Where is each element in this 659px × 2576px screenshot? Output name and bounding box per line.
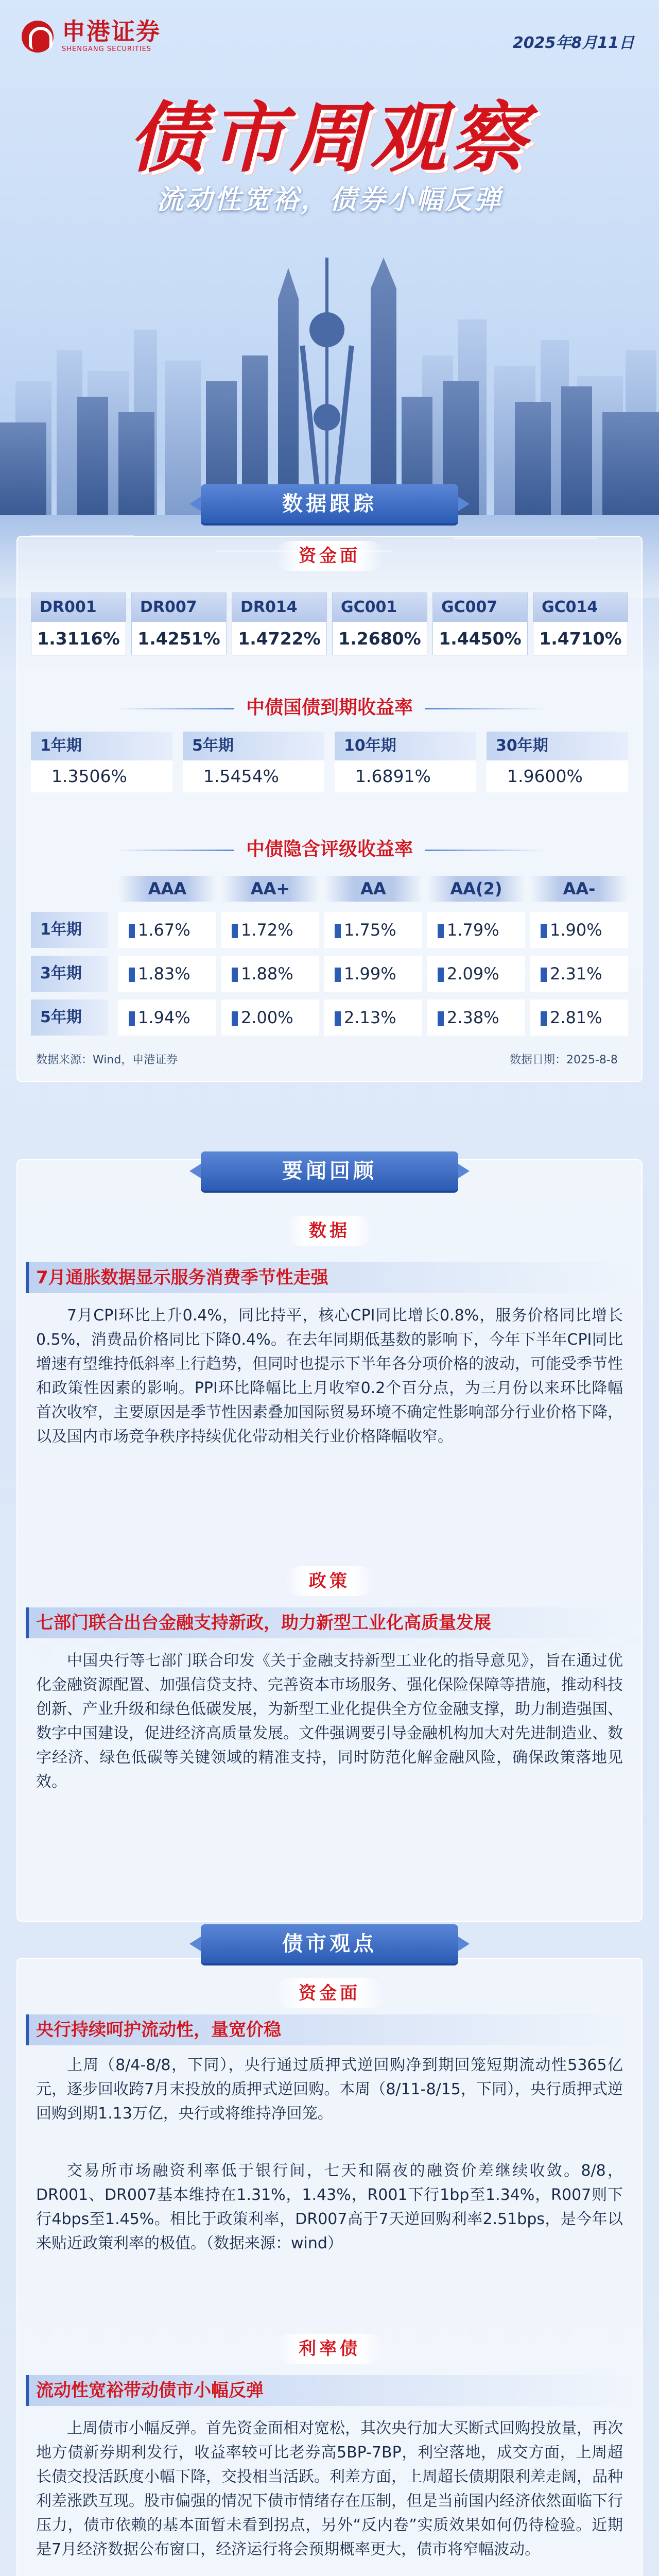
gov-yield-heading: 中债国债到期收益率 <box>0 693 659 719</box>
view-funding-heading-label: 资金面 <box>275 1978 384 2008</box>
yield-value: 1.3506% <box>31 760 172 792</box>
yield-term: 10年期 <box>335 732 476 760</box>
news-policy-tag: 七部门联合出台金融支持新政，助力新型工业化高质量发展 <box>26 1607 633 1638</box>
matrix-cell <box>530 999 628 1036</box>
matrix-cell-value: 1.94% <box>138 1008 190 1027</box>
yield-card <box>335 732 476 794</box>
yield-term: 1年期 <box>31 732 172 760</box>
view-rate-paragraph-1: 上周债市小幅反弹。首先资金面相对宽松，其次央行加大买断式回购投放量，再次地方债新券期利发行，收益率较可比老券高5BP-7BP，利空落地，成交方面，上周超长债交投活跃度小幅下降，交投相当活跃。利差方面，上周超长债期限利差走阔，品种利差涨跌互现。股市偏强的情况下债市情绪存在压制，但是当前国内经济依然面临下行压力，债市依赖的基本面暂未看到拐点，另外“反内卷”实质效果如何仍待检验。近期是7月经济数据公布窗口，经济运行将会预期概率更大，债市将窄幅波动。 <box>36 2419 623 2558</box>
matrix-cell-value: 1.79% <box>447 920 499 940</box>
matrix-col-header: AA <box>324 876 422 902</box>
logo-text-cn: 申港证券 <box>62 18 161 45</box>
matrix-cell-value: 1.72% <box>241 920 293 940</box>
value-marker-icon <box>335 924 341 938</box>
view-rate-heading-label: 利率债 <box>275 2334 384 2364</box>
value-marker-icon <box>438 1011 444 1026</box>
matrix-col-header: AA(2) <box>427 876 525 902</box>
matrix-cell <box>427 912 525 948</box>
rate-name: DR001 <box>31 593 126 622</box>
value-marker-icon <box>438 924 444 938</box>
rate-value: 1.4722% <box>238 629 321 649</box>
rate-name: GC014 <box>533 593 628 622</box>
rate-value: 1.4710% <box>539 629 622 649</box>
value-marker-icon <box>438 968 444 982</box>
matrix-cell-value: 1.88% <box>241 964 293 984</box>
rate-value: 1.2680% <box>338 629 421 649</box>
news-data-heading <box>0 1216 659 1246</box>
rate-value: 1.4251% <box>137 629 220 649</box>
matrix-cell <box>530 912 628 948</box>
matrix-cell-value: 1.90% <box>550 920 602 940</box>
news-policy-heading-label: 政策 <box>285 1566 374 1596</box>
yield-value: 1.6891% <box>335 760 476 792</box>
rate-value: 1.3116% <box>37 629 120 649</box>
view-funding-paragraph-2: 交易所市场融资利率低于银行间，七天和隔夜的融资价差继续收敛。8/8，DR001、DR007基本维持在1.31%，1.43%，R001下行1bp至1.34%，R007则下行4bps至1.45%。相比于政策利率，DR007高于7天逆回购利率2.51bps，是今年以来贴近政策利率的极值。（数据来源：wind） <box>36 2162 623 2252</box>
matrix-cell <box>221 956 319 992</box>
news-data-tag: 7月通胀数据显示服务消费季节性走强 <box>26 1262 633 1293</box>
matrix-cell <box>427 999 525 1036</box>
matrix-cell <box>118 956 216 992</box>
view-funding-paragraph-1: 上周（8/4-8/8，下同），央行通过质押式逆回购净到期回笼短期流动性5365亿元，逐步回收跨7月末投放的质押式逆回购。本周（8/11-8/15，下同），央行质押式逆回购到期1.13万亿，央行或将维持净回笼。 <box>36 2056 623 2123</box>
funding-heading <box>0 541 659 571</box>
matrix-cell <box>530 956 628 992</box>
rate-card <box>232 592 327 655</box>
matrix-cell-value: 2.38% <box>447 1008 499 1027</box>
matrix-cell-value: 1.99% <box>344 964 396 984</box>
yield-term: 30年期 <box>487 732 628 760</box>
rate-card <box>131 592 227 655</box>
credit-yield-heading: 中债隐含评级收益率 <box>0 835 659 861</box>
yield-value: 1.5454% <box>183 760 324 792</box>
news-data-heading-label: 数据 <box>285 1216 374 1246</box>
rate-name: GC001 <box>333 593 427 622</box>
matrix-cell-value: 2.81% <box>550 1008 602 1027</box>
matrix-col-header: AA- <box>530 876 628 902</box>
value-marker-icon <box>335 1011 341 1026</box>
value-marker-icon <box>335 968 341 982</box>
logo-icon <box>22 21 54 53</box>
matrix-row-label: 3年期 <box>31 956 108 992</box>
yield-card <box>183 732 324 794</box>
matrix-cell-value: 1.83% <box>138 964 190 984</box>
section-banner-news: 要闻回顾 <box>201 1151 458 1191</box>
matrix-cell-value: 2.00% <box>241 1008 293 1027</box>
news-policy-heading <box>0 1566 659 1596</box>
yield-term: 5年期 <box>183 732 324 760</box>
rate-name: DR014 <box>232 593 326 622</box>
section-banner-view: 债市观点 <box>201 1924 458 1963</box>
matrix-cell-value: 2.13% <box>344 1008 396 1027</box>
hero-title: 债市周观察 <box>129 94 530 182</box>
data-source: 数据来源：Wind，申港证券 <box>36 1054 178 1066</box>
matrix-cell <box>324 956 422 992</box>
matrix-cell <box>118 999 216 1036</box>
matrix-cell <box>324 912 422 948</box>
matrix-cell <box>221 999 319 1036</box>
credit-yield-matrix <box>31 876 628 1036</box>
rate-card <box>31 592 126 655</box>
rate-name: GC007 <box>433 593 527 622</box>
value-marker-icon <box>129 968 135 982</box>
hero-subtitle: 流动性宽裕，债券小幅反弹 <box>156 184 502 215</box>
value-marker-icon <box>129 1011 135 1026</box>
matrix-cell <box>427 956 525 992</box>
brand-logo <box>22 20 161 53</box>
matrix-cell-value: 2.31% <box>550 964 602 984</box>
view-rate-heading <box>0 2334 659 2364</box>
value-marker-icon <box>541 968 547 982</box>
view-funding-tag: 央行持续呵护流动性，量宽价稳 <box>26 2014 633 2045</box>
matrix-row-label: 5年期 <box>31 999 108 1036</box>
section-banner-data: 数据跟踪 <box>201 484 458 523</box>
value-marker-icon <box>232 1011 238 1026</box>
news-policy-paragraph: 中国央行等七部门联合印发《关于金融支持新型工业化的指导意见》，旨在通过优化金融资源配置、加强信贷支持、完善资本市场服务、强化保险保障等措施，推动科技创新、产业升级和绿色低碳发展，为新型工业化提供全方位金融支撑，助力制造强国、数字中国建设，促进经济高质量发展。文件强调要引导金融机构加大对先进制造业、数字经济、绿色低碳等关键领域的精准支持，同时防范化解金融风险，确保政策落地见效。 <box>36 1652 623 1791</box>
rate-name: DR007 <box>132 593 226 622</box>
value-marker-icon <box>541 924 547 938</box>
value-marker-icon <box>232 968 238 982</box>
matrix-cell <box>118 912 216 948</box>
yield-card <box>487 732 628 794</box>
rate-card <box>533 592 628 655</box>
matrix-cell <box>221 912 319 948</box>
matrix-cell <box>324 999 422 1036</box>
value-marker-icon <box>129 924 135 938</box>
logo-text-en: SHENGANG SECURITIES <box>62 45 152 53</box>
funding-heading-label: 资金面 <box>275 541 384 571</box>
matrix-col-header: AA+ <box>221 876 319 902</box>
rate-card <box>332 592 427 655</box>
yield-card <box>31 732 172 794</box>
matrix-row-label: 1年期 <box>31 912 108 948</box>
matrix-col-header: AAA <box>118 876 216 902</box>
matrix-cell-value: 1.67% <box>138 920 190 940</box>
rate-value: 1.4450% <box>439 629 522 649</box>
yield-value: 1.9600% <box>487 760 628 792</box>
matrix-cell-value: 1.75% <box>344 920 396 940</box>
value-marker-icon <box>541 1011 547 1026</box>
news-data-paragraph: 7月CPI环比上升0.4%，同比持平，核心CPI同比增长0.8%，服务价格同比增长0.5%，消费品价格同比下降0.4%。在去年同期低基数的影响下，今年下半年CPI同比增速有望维持低斜率上行趋势，但同时也提示下半年各分项价格的波动，可能受季节性和政策性因素的影响。PPI环比降幅比上月收窄0.2个百分点，为三月份以来环比降幅首次收窄，主要原因是季节性因素叠加国际贸易环境不确定性影响部分行业价格下降，以及国内市场竞争秩序持续优化带动相关行业价格降幅收窄。 <box>36 1307 623 1446</box>
data-date: 数据日期：2025-8-8 <box>510 1054 618 1066</box>
matrix-cell-value: 2.09% <box>447 964 499 984</box>
view-rate-tag: 流动性宽裕带动债市小幅反弹 <box>26 2375 633 2406</box>
value-marker-icon <box>232 924 238 938</box>
view-funding-heading <box>0 1978 659 2008</box>
rate-card <box>432 592 528 655</box>
issue-date: 2025年8月11日 <box>512 34 634 52</box>
